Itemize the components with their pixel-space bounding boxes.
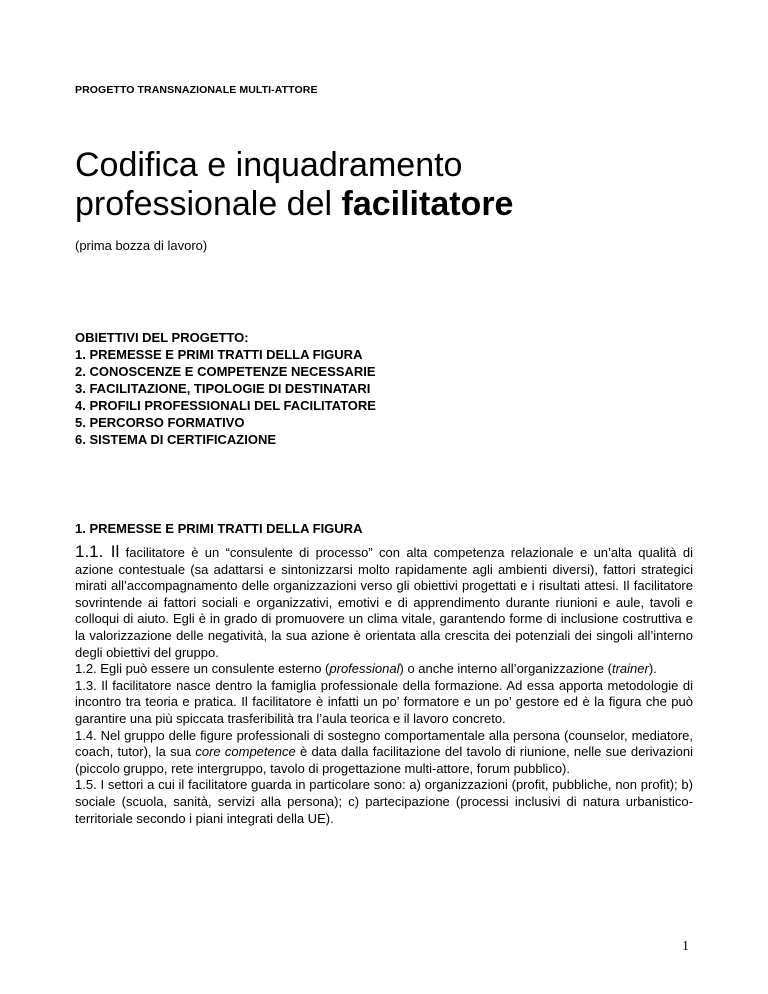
title-line-2-prefix: professionale del <box>75 185 342 223</box>
section-body <box>75 544 693 827</box>
paragraph-1-2-emphasis-2: trainer <box>611 661 649 677</box>
paragraph-1-2-text-b: ) o anche interno all’organizzazione ( <box>399 661 612 677</box>
project-header: PROGETTO TRANSNAZIONALE MULTI-ATTORE <box>75 84 318 96</box>
toc-heading: OBIETTIVI DEL PROGETTO: <box>75 330 249 345</box>
paragraph-1-2-text-c: ). <box>648 661 657 677</box>
paragraph-1-1-number: 1.1. Il <box>75 542 120 561</box>
toc-item-4: 4. PROFILI PROFESSIONALI DEL FACILITATORE <box>75 398 376 413</box>
paragraph-1-2-emphasis-1: professional <box>329 661 400 677</box>
title-line-1: Codifica e inquadramento <box>75 146 463 184</box>
paragraph-1-1 <box>75 544 693 661</box>
toc-item-5: 5. PERCORSO FORMATIVO <box>75 415 245 430</box>
paragraph-1-3: 1.3. Il facilitatore nasce dentro la famiglia professionale della formazione. Ad essa apporta metodologie di incontro tra teoria e pratica. Il facilitatore è infatti un po’ formatore e un po’ gestore ed è la figura che può garantire una più spiccata trasferibilità tra l’aula teorica e il lavoro concreto. <box>75 677 693 726</box>
paragraph-1-1-text: facilitatore è un “consulente di processo” con alta competenza relazionale e un’alta qualità di azione contestuale (sa adattarsi e sintonizzarsi molto rapidamente agli ambienti diversi), fattori strategici mirati all’accompagnamento delle organizzazioni verso gli obiettivi progettati e i risultati attesi. Il facilitatore sovrintende ai fattori sociali e organizzativi, emotivi e di apprendimento durante riunioni e aule, tavoli e colloqui di aiuto. Egli è in grado di promuovere un clima vitale, garantendo forme di inclusione costruttiva e la valorizzazione delle negatività, la sua azione è orientata alla crescita dei potenziali dei singoli all’interno degli obiettivi del gruppo. <box>75 545 693 660</box>
toc-item-2: 2. CONOSCENZE E COMPETENZE NECESSARIE <box>75 364 376 379</box>
toc-item-3: 3. FACILITAZIONE, TIPOLOGIE DI DESTINATARI <box>75 381 371 396</box>
page-number: 1 <box>682 939 689 954</box>
section-heading: 1. PREMESSE E PRIMI TRATTI DELLA FIGURA <box>75 521 363 536</box>
paragraph-1-5: 1.5. I settori a cui il facilitatore guarda in particolare sono: a) organizzazioni (profit, pubbliche, non profit); b) sociale (scuola, sanità, servizi alla persona); c) partecipazione (processi inclusivi di natura urbanistico-territoriale secondo i piani integrati della UE). <box>75 777 693 826</box>
paragraph-1-4-text-b: è data dalla facilitazione del tavolo di riunione, nelle sue derivazioni (piccolo gruppo, rete intergruppo, tavolo di progettazione multi-attore, forum pubblico). <box>75 744 694 776</box>
paragraph-1-2 <box>75 661 693 678</box>
table-of-contents <box>75 329 376 448</box>
paragraph-1-4-emphasis: core competence <box>195 744 296 760</box>
document-title <box>75 146 513 224</box>
toc-item-6: 6. SISTEMA DI CERTIFICAZIONE <box>75 432 277 447</box>
paragraph-1-4-text-a: 1.4. Nel gruppo delle figure professionali di sostegno comportamentale alla persona (counselor, mediatore, coach, tutor), la sua <box>75 727 693 760</box>
paragraph-1-4 <box>75 728 693 778</box>
toc-item-1: 1. PREMESSE E PRIMI TRATTI DELLA FIGURA <box>75 347 363 362</box>
title-line-2-bold: facilitatore <box>341 185 514 223</box>
paragraph-1-2-text-a: 1.2. Egli può essere un consulente esterno ( <box>75 661 330 677</box>
document-subtitle: (prima bozza di lavoro) <box>75 238 208 253</box>
